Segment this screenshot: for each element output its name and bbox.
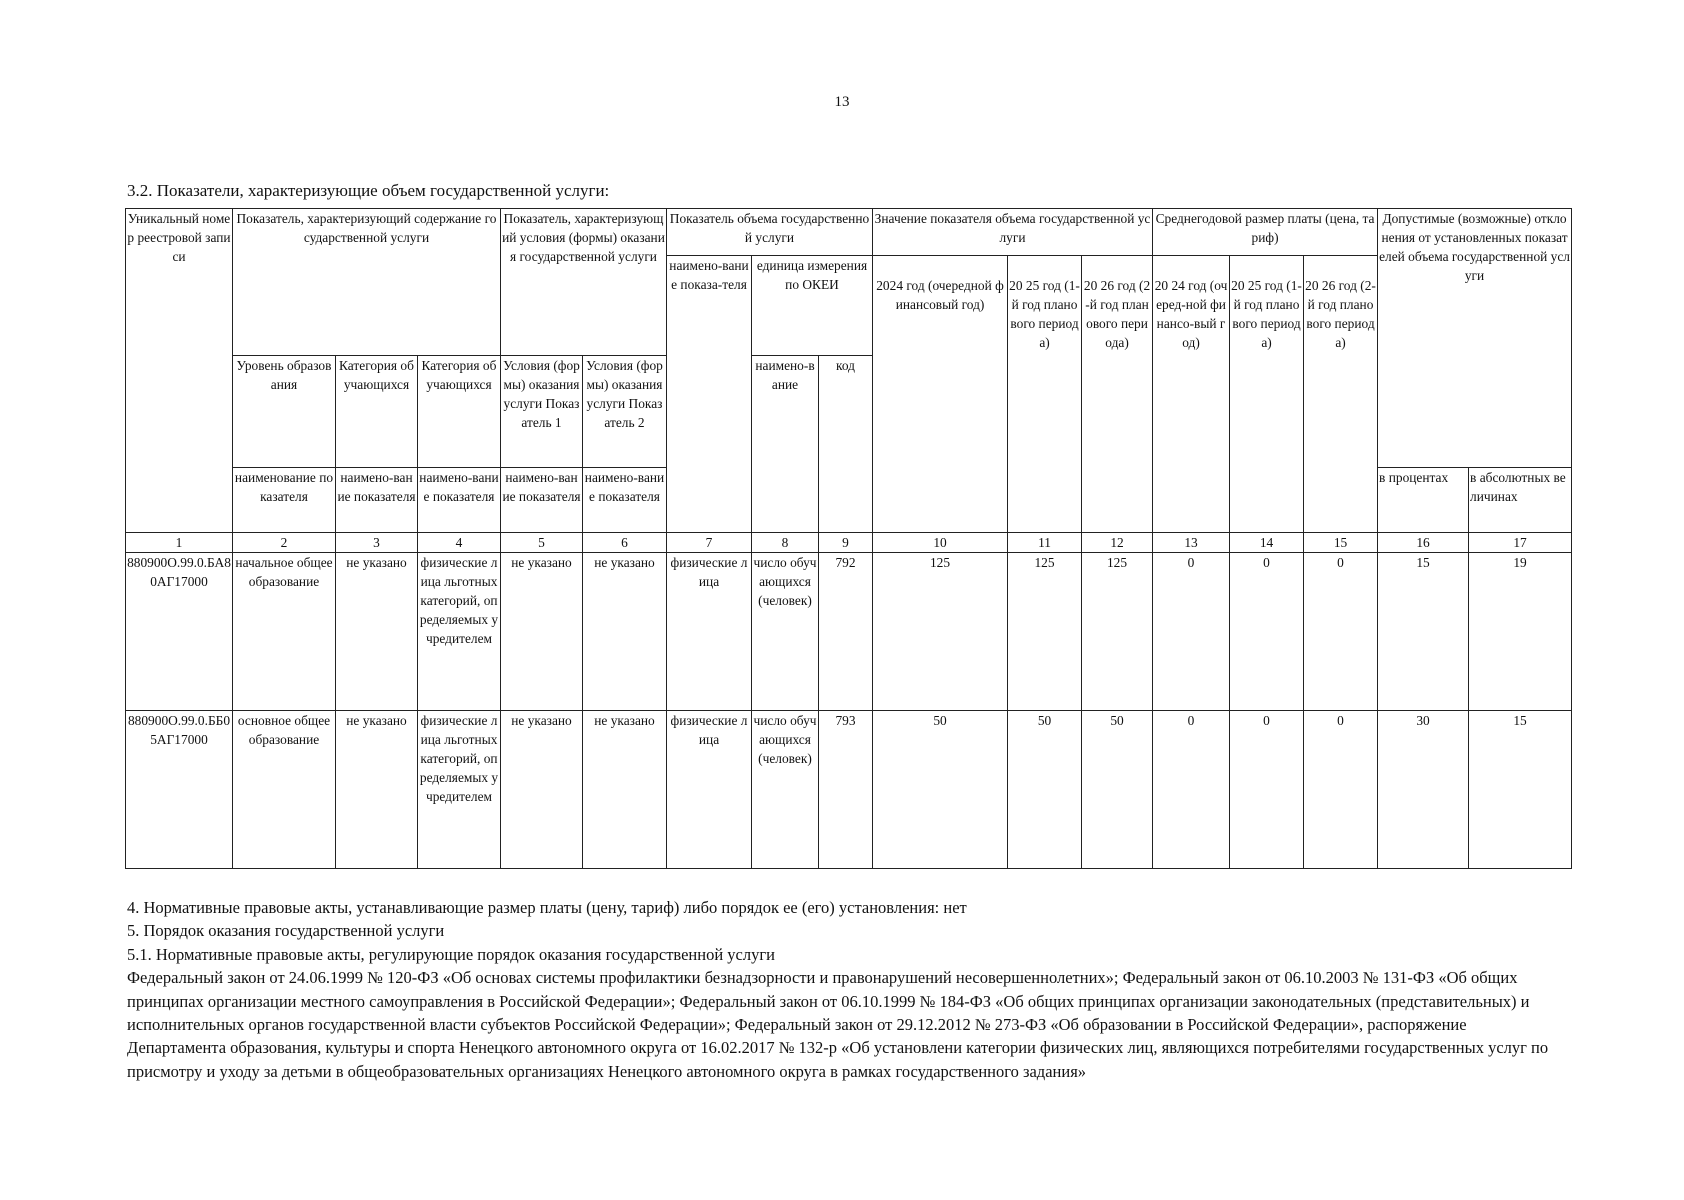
unit-name: число обучающихся (человек) (752, 711, 819, 869)
header-name-indicator-5: наимено-вание показателя (501, 468, 583, 533)
category-1: не указано (336, 711, 418, 869)
section-4-text: 4. Нормативные правовые акты, устанавливающие размер платы (цену, тариф) либо порядок ее (его) установления: нет (127, 898, 967, 917)
category-2: физические лица льготных категорий, определяемых учредителем (418, 553, 501, 711)
col-num-8: 8 (752, 533, 819, 553)
col-num-15: 15 (1304, 533, 1378, 553)
footer-text (127, 896, 1567, 1083)
section-5-text: 5. Порядок оказания государственной услуги (127, 921, 445, 941)
indicator-name: физические лица (667, 711, 752, 869)
fee-2025: 0 (1230, 711, 1304, 869)
condition-1: не указано (501, 711, 583, 869)
value-2025: 50 (1008, 711, 1082, 869)
col-num-3: 3 (336, 533, 418, 553)
condition-2: не указано (583, 711, 667, 869)
header-unit-name: наимено-вание (752, 356, 819, 533)
deviation-absolute: 19 (1469, 553, 1572, 711)
value-2024: 125 (873, 553, 1008, 711)
header-category-2: Категория обучающихся (418, 356, 501, 468)
header-deviations: Допустимые (возможные) отклонения от установленных показателей объема государственной услуги (1378, 209, 1572, 468)
col-num-5: 5 (501, 533, 583, 553)
col-num-13: 13 (1153, 533, 1230, 553)
value-2026: 125 (1082, 553, 1153, 711)
col-num-7: 7 (667, 533, 752, 553)
header-in-absolute: в абсолютных величинах (1469, 468, 1572, 533)
fee-2024: 0 (1153, 711, 1230, 869)
col-num-1: 1 (126, 533, 233, 553)
fee-2024: 0 (1153, 553, 1230, 711)
category-2: физические лица льготных категорий, определяемых учредителем (418, 711, 501, 869)
col-num-9: 9 (819, 533, 873, 553)
col-num-11: 11 (1008, 533, 1082, 553)
header-name-indicator-2: наименование показателя (233, 468, 336, 533)
value-2025: 125 (1008, 553, 1082, 711)
unit-name: число обучающихся (человек) (752, 553, 819, 711)
header-content-indicator: Показатель, характеризующий содержание государственной услуги (233, 209, 501, 356)
header-unit-code: код (819, 356, 873, 533)
header-category-1: Категория обучающихся (336, 356, 418, 468)
header-volume-indicator: Показатель объема государственной услуги (667, 209, 873, 256)
col-num-14: 14 (1230, 533, 1304, 553)
fee-2026: 0 (1304, 711, 1378, 869)
education-level: основное общее образование (233, 711, 336, 869)
deviation-percent: 15 (1378, 553, 1469, 711)
col-num-10: 10 (873, 533, 1008, 553)
header-fee-2024: 20 24 год (очеред-ной финансо-вый год) (1153, 256, 1230, 533)
col-num-4: 4 (418, 533, 501, 553)
unit-code: 793 (819, 711, 873, 869)
table-row (126, 711, 1572, 869)
section-5-1-text: 5.1. Нормативные правовые акты, регулирующие порядок оказания государственной услуги (127, 944, 775, 964)
col-num-6: 6 (583, 533, 667, 553)
header-indicator-name: наимено-вание показа-теля (667, 256, 752, 533)
volume-indicators-table (125, 208, 1572, 869)
header-fee-2025: 20 25 год (1-й год планового периода) (1230, 256, 1304, 533)
header-year-2026: 20 26 год (2-й год планового периода) (1082, 256, 1153, 533)
table-row (126, 553, 1572, 711)
header-in-percent: в процентах (1378, 468, 1469, 533)
value-2024: 50 (873, 711, 1008, 869)
header-avg-fee: Среднегодовой размер платы (цена, тариф) (1153, 209, 1378, 256)
col-num-17: 17 (1469, 533, 1572, 553)
fee-2026: 0 (1304, 553, 1378, 711)
col-num-2: 2 (233, 533, 336, 553)
header-year-2024: 2024 год (очередной финансовый год) (873, 256, 1008, 533)
laws-paragraph: Федеральный закон от 24.06.1999 № 120-ФЗ «Об основах системы профилактики безнадзорности и правонарушений несовершеннолетних»; Федеральный закон от 06.10.2003 № 131-ФЗ «Об общих принципах организации местного самоуправления в Российской Федерации»; Федеральный закон от 06.10.1999 № 184-ФЗ «Об общих принципах организации законодательных (представительных) и исполнительных органов государственной власти субъектов Российской Федерации»; Федеральный закон от 29.12.2012 № 273-ФЗ «Об образовании в Российской Федерации», распоряжение Департамента образования, культуры и спорта Ненецкого автономного округа от 16.02.2017 № 132-р «Об установлени категории физических лиц, являющихся потребителями государственных услуг по присмотру и уходу за детьми в общеобразовательных организациях Ненецкого автономного округа в рамках государственного задания» (127, 968, 1549, 1081)
col-num-12: 12 (1082, 533, 1153, 553)
header-name-indicator-6: наимено-вание показателя (583, 468, 667, 533)
deviation-absolute: 15 (1469, 711, 1572, 869)
header-level-education: Уровень образования (233, 356, 336, 468)
condition-2: не указано (583, 553, 667, 711)
education-level: начальное общее образование (233, 553, 336, 711)
fee-2025: 0 (1230, 553, 1304, 711)
section-title: 3.2. Показатели, характеризующие объем государственной услуги: (127, 181, 610, 200)
registry-number: 880900О.99.0.БА80АГ17000 (126, 553, 233, 711)
col-num-16: 16 (1378, 533, 1469, 553)
header-condition-2: Условия (формы) оказания услуги Показатель 2 (583, 356, 667, 468)
deviation-percent: 30 (1378, 711, 1469, 869)
page-number: 13 (834, 94, 850, 110)
header-name-indicator-4: наимено-вание показателя (418, 468, 501, 533)
indicator-name: физические лица (667, 553, 752, 711)
condition-1: не указано (501, 553, 583, 711)
header-unique-number: Уникальный номер реестровой записи (126, 209, 233, 533)
header-name-indicator-3: наимено-вание показателя (336, 468, 418, 533)
header-volume-value: Значение показателя объема государственной услуги (873, 209, 1153, 256)
header-conditions-indicator: Показатель, характеризующий условия (формы) оказания государственной услуги (501, 209, 667, 356)
header-fee-2026: 20 26 год (2-й год планового периода) (1304, 256, 1378, 533)
header-unit-okei: единица измерения по ОКЕИ (752, 256, 873, 356)
registry-number: 880900О.99.0.ББ05АГ17000 (126, 711, 233, 869)
unit-code: 792 (819, 553, 873, 711)
header-condition-1: Условия (формы) оказания услуги Показатель 1 (501, 356, 583, 468)
header-year-2025: 20 25 год (1-й год планового периода) (1008, 256, 1082, 533)
category-1: не указано (336, 553, 418, 711)
value-2026: 50 (1082, 711, 1153, 869)
